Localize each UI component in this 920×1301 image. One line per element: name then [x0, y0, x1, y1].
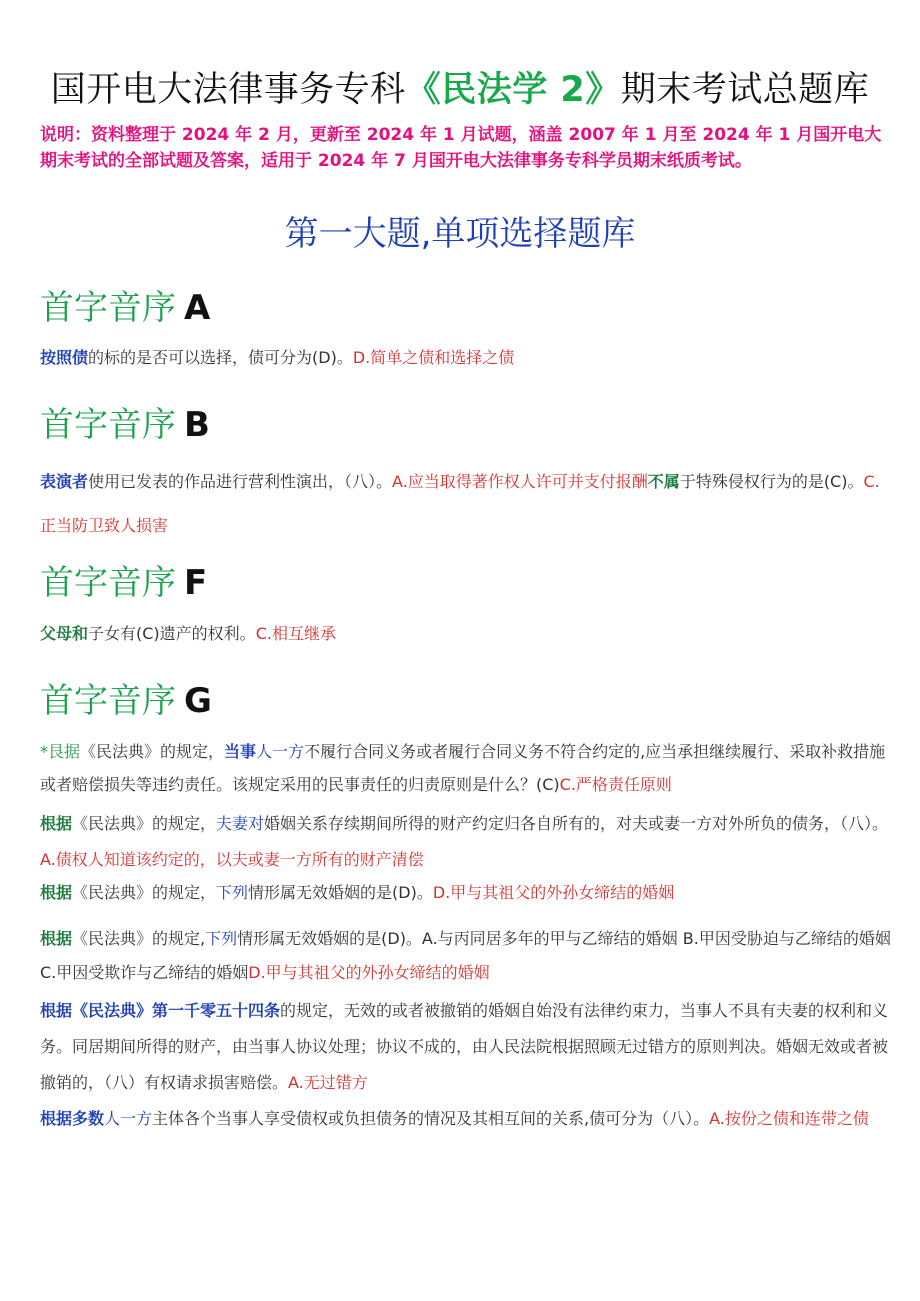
question-lead-2: 当事 — [224, 742, 257, 761]
question-text: 主体各个当事人享受债权或负担债务的情况及其相互间的关系,债可分为（八）。 — [152, 1109, 710, 1128]
question-text: 《民法典》的规定， — [72, 814, 217, 833]
heading-letter-f — [40, 555, 207, 604]
question-lead: 表演者 — [40, 472, 89, 491]
question-lead-2: 人一方 — [104, 1109, 153, 1128]
question-text-2: 情形属无效婚姻的是(D)。 — [248, 883, 433, 902]
heading-prefix: 首字音序 — [40, 405, 176, 445]
question-answer: A.债权人知道该约定的，以夫或妻一方所有的财产清偿 — [40, 850, 424, 869]
question-answer: A.按份之债和连带之债 — [709, 1109, 869, 1128]
question-lead-2: 不属 — [647, 472, 680, 491]
question-lead-2: 下列 — [205, 929, 238, 948]
question-text: 《民法典》的规定， — [72, 883, 217, 902]
title-course-name: 《民法学 2》 — [405, 70, 621, 110]
question-f-1 — [40, 622, 892, 646]
question-lead-2: 下列 — [216, 883, 249, 902]
heading-letter: G — [184, 681, 212, 721]
question-lead-2: 夫妻对 — [216, 814, 265, 833]
heading-prefix: 首字音序 — [40, 563, 176, 603]
question-text-2: 婚姻关系存续期间所得的财产约定归各自所有的，对夫或妻一方对外所负的债务，（八）。 — [264, 814, 889, 833]
question-lead: 根据多数 — [40, 1109, 105, 1128]
question-text-2: 不履行合同义务或者履行合同义务不符合约定的,应当承担继续履行、采取补救措施或者赔偿损失等违约责任。该规定采用的民事责任的归责原则是什么？(C) — [40, 742, 886, 794]
question-g-3 — [40, 881, 892, 905]
title-prefix: 国开电大法律事务专科 — [50, 70, 406, 110]
question-answer: C.相互继承 — [255, 624, 336, 643]
document-title — [0, 62, 920, 112]
question-lead: 根据 — [40, 883, 73, 902]
question-text: 《民法典》的规定, — [72, 929, 206, 948]
heading-prefix: 首字音序 — [40, 681, 176, 721]
heading-letter: B — [184, 405, 210, 445]
heading-letter: A — [184, 288, 211, 328]
question-text-2: 于特殊侵权行为的是(C)。 — [679, 472, 864, 491]
heading-letter-g — [40, 673, 212, 722]
heading-letter: F — [184, 563, 208, 603]
question-lead: 父母和 — [40, 624, 89, 643]
question-lead: 根据 — [40, 929, 73, 948]
question-lead: 艮据 — [48, 742, 81, 761]
section-title: 第一大题,单项选择题库 — [284, 214, 636, 254]
question-text: 的规定，无效的或者被撤销的婚姻自始没有法律约束力，当事人不具有夫妻的权利和义务。同居期间所得的财产，由当事人协议处理；协议不成的，由人民法院根据照顾无过错方的原则判决。婚姻无效或者被撤销的，（八）有权请求损害赔偿。 — [40, 1001, 889, 1092]
title-suffix: 期末考试总题库 — [620, 70, 870, 110]
question-text: 《民法典》的规定， — [80, 742, 225, 761]
question-answer-2: C.正当防卫致人损害 — [40, 472, 880, 535]
question-a-1 — [40, 346, 892, 370]
question-answer: C.严格责任原则 — [559, 775, 672, 794]
heading-letter-b — [40, 397, 210, 446]
question-text: 使用已发表的作品进行营利性演出，（八）。 — [88, 472, 393, 491]
question-b-1 — [40, 460, 892, 548]
question-lead: 按照债 — [40, 348, 89, 367]
question-g-1 — [40, 735, 892, 801]
question-text: 的标的是否可以选择，债可分为(D)。 — [88, 348, 353, 367]
question-star: * — [40, 742, 48, 761]
question-answer: D.甲与其祖父的外孙女缔结的婚姻 — [248, 963, 490, 982]
question-lead: 根据《民法典》第一千零五十四条 — [40, 1001, 281, 1020]
question-answer: D.简单之债和选择之债 — [352, 348, 515, 367]
question-text-2: 情形属无效婚姻的是(D)。A.与丙同居多年的甲与乙缔结的婚姻 B.甲因受胁迫与乙缔结的婚姻 C.甲因受欺诈与乙缔结的婚姻 — [40, 929, 891, 982]
question-answer: A.无过错方 — [288, 1073, 368, 1092]
question-lead-3: 人一方 — [256, 742, 305, 761]
question-g-5 — [40, 993, 892, 1101]
question-lead: 根据 — [40, 814, 73, 833]
description-note: 说明：资料整理于 2024 年 2 月，更新至 2024 年 1 月试题，涵盖 2007 年 1 月至 2024 年 1 月国开电大期末考试的全部试题及答案，适用于 2024 年 7 月国开电大法律事务专科学员期末纸质考试。 — [40, 125, 882, 171]
question-g-4 — [40, 922, 892, 990]
question-answer: D.甲与其祖父的外孙女缔结的婚姻 — [432, 883, 675, 902]
question-text: 子女有(C)遗产的权利。 — [88, 624, 256, 643]
question-g-2 — [40, 806, 892, 878]
heading-prefix: 首字音序 — [40, 288, 176, 328]
question-g-6 — [40, 1099, 892, 1139]
heading-letter-a — [40, 280, 210, 329]
question-answer: A.应当取得著作权人许可并支付报酬 — [392, 472, 648, 491]
